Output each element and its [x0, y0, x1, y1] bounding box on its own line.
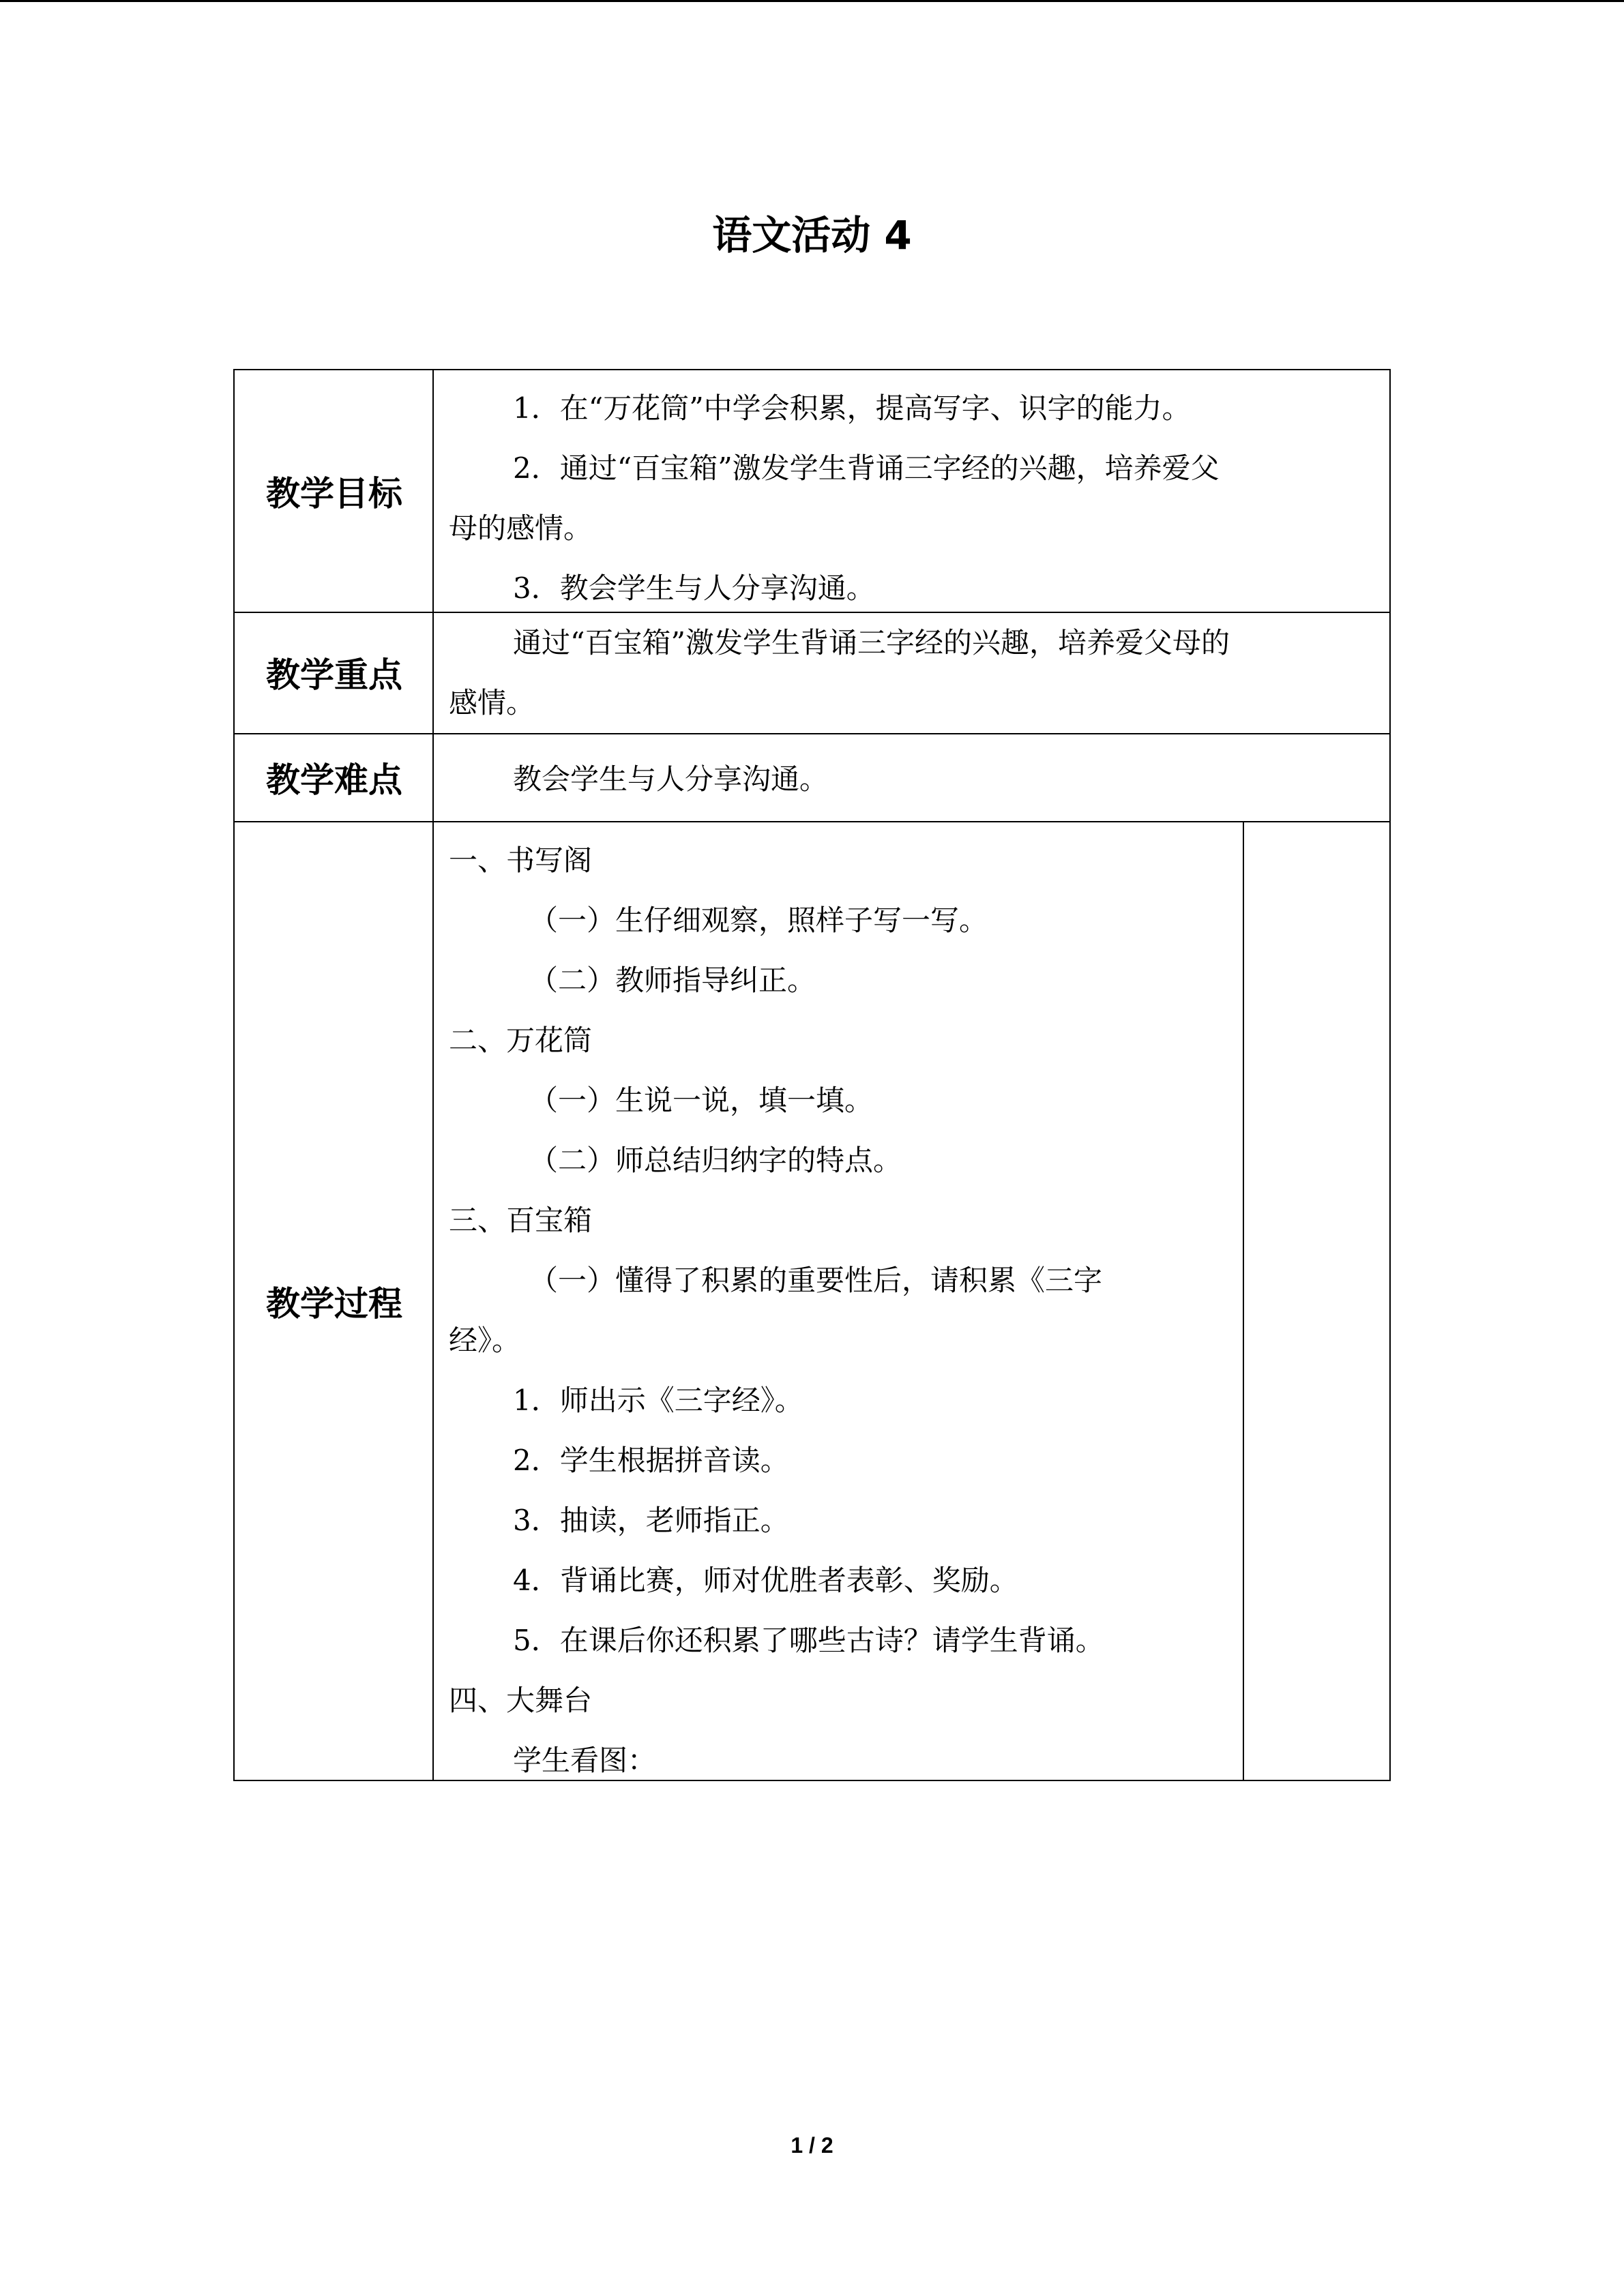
- process-line: 二、万花筒: [449, 1024, 593, 1057]
- process-line: 3．抽读，老师指正。: [513, 1504, 789, 1537]
- process-line: （二）教师指导纠正。: [529, 964, 816, 997]
- key-points-content: [449, 613, 1230, 733]
- difficulties-label: 教学难点: [266, 760, 402, 800]
- objective-line: 3．教会学生与人分享沟通。: [513, 571, 875, 605]
- process-line: 四、大舞台: [449, 1684, 593, 1717]
- key-point-line: 通过“百宝箱”激发学生背诵三字经的兴趣，培养爱父母的: [513, 626, 1230, 659]
- process-line: 2．学生根据拼音读。: [513, 1444, 789, 1477]
- column-divider: [1243, 821, 1244, 1781]
- key-points-label: 教学重点: [266, 655, 402, 695]
- objective-line: 1．在“万花筒”中学会积累，提高写字、识字的能力。: [513, 391, 1191, 425]
- process-line: 学生看图：: [513, 1744, 657, 1777]
- objectives-content: [449, 378, 1220, 618]
- difficulties-content: [449, 749, 828, 809]
- objective-line: 2．通过“百宝箱”激发学生背诵三字经的兴趣，培养爱父: [513, 451, 1220, 485]
- process-line: 1．师出示《三字经》。: [513, 1384, 803, 1417]
- top-border-line: [0, 0, 1624, 2]
- process-line: 5．在课后你还积累了哪些古诗？请学生背诵。: [513, 1624, 1104, 1657]
- key-point-line: 感情。: [449, 686, 535, 719]
- process-line: 4．背诵比赛，师对优胜者表彰、奖励。: [513, 1564, 1018, 1597]
- process-line: 经》。: [449, 1324, 521, 1357]
- lesson-plan-table: [233, 369, 1391, 1781]
- objectives-label: 教学目标: [266, 474, 402, 513]
- process-line: （二）师总结归纳字的特点。: [529, 1144, 902, 1177]
- process-line: （一）懂得了积累的重要性后，请积累《三字: [529, 1264, 1103, 1297]
- process-label: 教学过程: [266, 1284, 402, 1324]
- page-title: 语文活动 4: [712, 212, 912, 258]
- objective-line: 母的感情。: [449, 511, 593, 545]
- difficulty-line: 教会学生与人分享沟通。: [513, 762, 829, 796]
- process-line: 一、书写阁: [449, 844, 593, 877]
- process-line: （一）生说一说，填一填。: [529, 1084, 874, 1117]
- process-line: 三、百宝箱: [449, 1204, 593, 1237]
- page-number: 1 / 2: [791, 2133, 833, 2158]
- process-line: （一）生仔细观察，照样子写一写。: [529, 904, 988, 937]
- process-content: [449, 831, 1104, 1791]
